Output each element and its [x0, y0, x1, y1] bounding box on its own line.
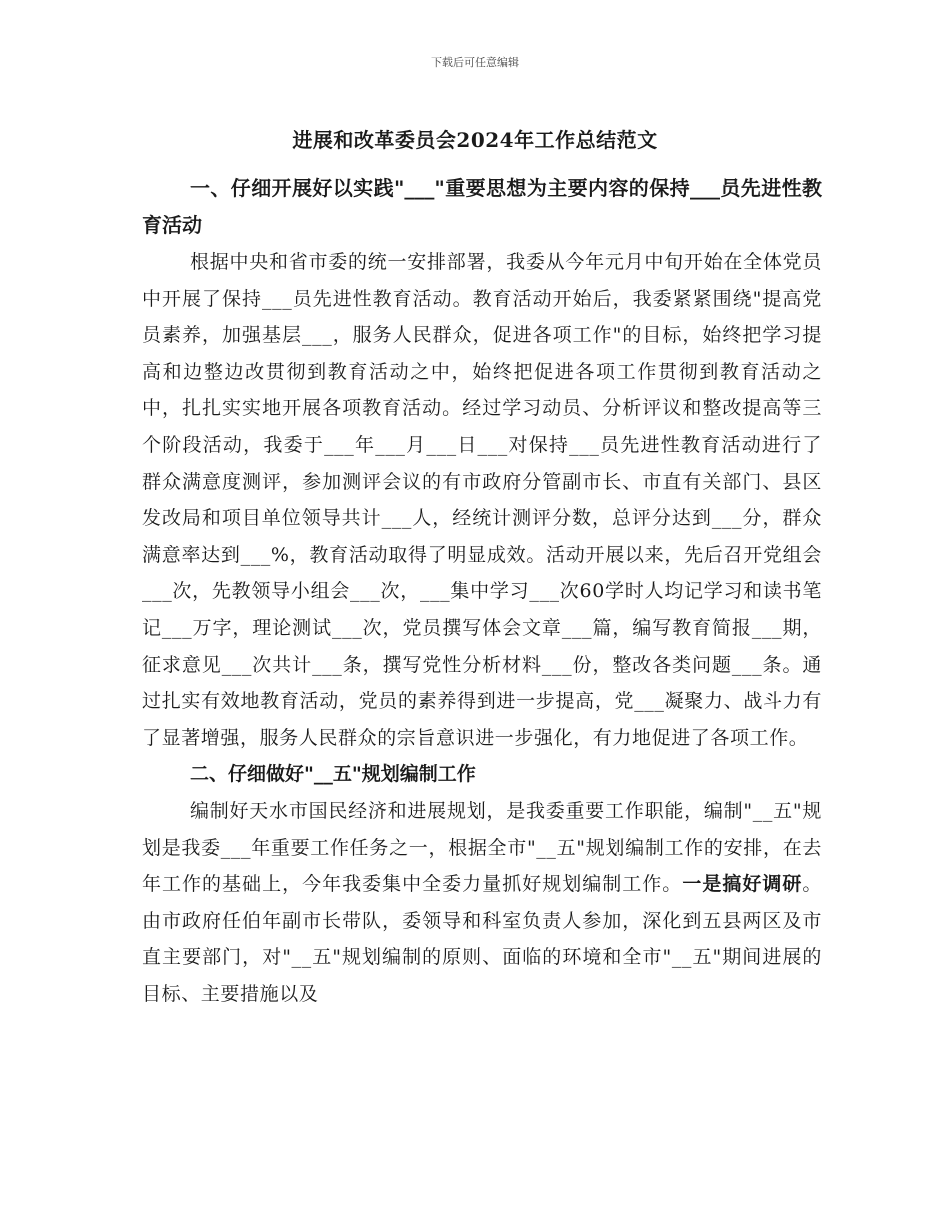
section-2-text-start: 编制好天水市国民经济和进展规划，是我委重要工作职能，编制"__五"规划是我委___年重要工作任务之一，根据全市"__五"规划编制工作的安排，在去年工作的基础上，今年我委集中全委力量抓好规划编制工作。	[142, 799, 822, 896]
document-title: 进展和改革委员会2024年工作总结范文	[292, 128, 658, 152]
section-2-text-rest: 。由市政府任伯年副市长带队，委领导和科室负责人参加，深化到五县两区及市直主要部门，对"__五"规划编制的原则、面临的环境和全市"__五"期间进展的目标、主要措施以及	[142, 873, 822, 1005]
section-2-bold-point: 一是搞好调研	[682, 873, 803, 896]
section-1-heading: 一、仔细开展好以实践"___"重要思想为主要内容的保持___员先进性教育活动	[142, 176, 822, 237]
section-1-paragraph: 根据中央和省市委的统一安排部署，我委从今年元月中旬开始在全体党员中开展了保持___员先进性教育活动。教育活动开始后，我委紧紧围绕"提高党员素养，加强基层___，服务人民群众，促进各项工作"的目标，始终把学习提高和边整边改贯彻到教育活动之中，始终把促进各项工作贯彻到教育活动之中，扎扎实实地开展各项教育活动。经过学习动员、分析评议和整改提高等三个阶段活动，我委于___年___月___日___对保持___员先进性教育活动进行了群众满意度测评，参加测评会议的有市政府分管副市长、市直有关部门、县区发改局和项目单位领导共计___人，经统计测评分数，总评分达到___分，群众满意率达到___%，教育活动取得了明显成效。活动开展以来，先后召开党组会___次，先教领导小组会___次，___集中学习___次60学时人均记学习和读书笔记___万字，理论测试___次，党员撰写体会文章___篇，编写教育简报___期，征求意见___次共计___条，撰写党性分析材料___份，整改各类问题___条。通过扎实有效地教育活动，党员的素养得到进一步提高，党___凝聚力、战斗力有了显著增强，服务人民群众的宗旨意识进一步强化，有力地促进了各项工作。	[142, 251, 822, 749]
document-body	[142, 170, 822, 1012]
section-2-paragraph	[142, 793, 822, 1013]
header-note: 下载后可任意编辑	[431, 56, 519, 69]
section-2-heading: 二、仔细做好"__五"规划编制工作	[190, 763, 476, 786]
